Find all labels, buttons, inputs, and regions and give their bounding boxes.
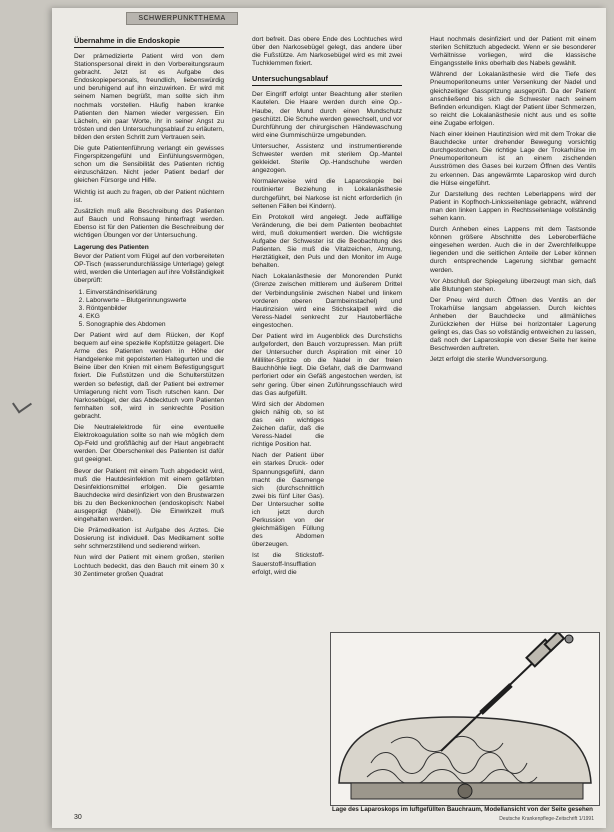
paragraph: Nun wird der Patient mit einem großen, sterilen Lochtuch bedeckt, das den Bauch mit einem 30 x 30 Zentimeter großen Quadrat: [74, 554, 224, 578]
column-3: [430, 36, 596, 368]
paragraph: Der Pneu wird durch Öffnen des Ventils an der Trokarhülse langsam abgelassen. Durch leichtes Anheben der Bauchdecke und allmähliches Zurückziehen der Hülse bei horizontaler Lagerung gelingt es, das Gas so vollständig entweichen zu lassen, daß noch der Laparoskopie von dieser Seite her keine Beschwerden auftreten.: [430, 296, 596, 353]
subheading-lagerung: Lagerung des Patienten: [74, 244, 149, 252]
paragraph: Ist die Stickstoff-Sauerstoff-Insufflation erfolgt, wird die: [252, 552, 324, 576]
paragraph: Durch Anheben eines Lappens mit dem Tastsonde können größere Abschnitte des Leberoberfläche eingesehen werden. Auch die in der Zwerchfellkuppe liegenden und die seitlichen Anteile der Leber können durch entsprechende Lagerung sichtbar gemacht werden.: [430, 226, 596, 274]
paragraph: Haut nochmals desinfiziert und der Patient mit einem sterilen Schlitztuch abgedeckt. Wenn er sie besonderer Verhältnisse vorliegen, wird die klassische Eingangsstelle links oberhalb des Nabels gewählt.: [430, 36, 596, 68]
paragraph: Die gute Patientenführung verlangt ein gewisses Fingerspitzengefühl und Einfühlungsvermögen, schon um die Sensibilität des Patienten richtig einzuschätzen. Nicht jeder Patient bedarf der gleichen Fürsorge und Hilfe.: [74, 145, 224, 185]
page-number: 30: [74, 814, 82, 821]
paragraph: Ein Protokoll wird angelegt. Jede auffällige Veränderung, die bei dem Patienten beobachtet wird, muß dokumentiert werden. Die wichtigste Aufgabe der Schwester ist die Beobachtung des Patienten. Sie muß die Vitalzeichen, Atmung, Herztätigkeit, den Puls und den Monitor im Auge behalten.: [252, 213, 402, 270]
footer-reference: Deutsche Krankenpflege-Zeitschrift 1/1991: [499, 816, 594, 822]
paragraph: Jetzt erfolgt die sterile Wundversorgung.: [430, 356, 548, 364]
figure-caption: Lage des Laparoskops im luftgefüllten Bauchraum, Modellansicht von der Seite gesehen: [332, 806, 593, 813]
paragraph: Die Neutralelektrode für eine eventuelle Elektrokoagulation sollte so nah wie möglich dem Op-Feld und großflächig auf der Haut angebracht werden. Der Oberschenkel des Patienten ist dafür gut geeignet.: [74, 424, 224, 464]
paragraph: Der prämedizierte Patient wird von dem Stationspersonal direkt in den Vorbereitungsraum gebracht. Jetzt ist es Aufgabe des Endoskopiepersonals, freundlich, liebenswürdig und beruhigend auf ihn einzuwirken. Er wird mit seinem Namen begrüßt, man sollte sich ihm nochmals vorstellen. Häufig haben kranke Patienten den Namen wieder vergessen. Ein Lächeln, ein paar Worte, ihr in seiner Angst zu trösten und den Untersuchungsablauf zu erläutern, bilden den ersten Schritt zum Vertrauen sein.: [74, 53, 224, 141]
checklist-item: 2. Laborwerte – Blutgerinnungswerte: [86, 297, 224, 305]
paragraph: Der Patient wird im Augenblick des Durchstichs aufgefordert, den Bauch vorzupressen. Man prüft der Untersucher durch Aspiration mit einer 10 Milliliter-Spritze ob die Nadel in der freien Bauchhöhle liegt. Die Gefahr, daß die Darmwand perforiert oder ein Gefäß angestochen werden, ist sehr gering. Über einen Zuführungsschlauch wird das Gas aufgefüllt.: [252, 333, 402, 397]
paragraph: Wird sich der Abdomen gleich nähig ob, so ist das ein wichtiges Zeichen dafür, daß die Veress-Nadel die richtige Position hat.: [252, 400, 324, 449]
paragraph: Die Prämedikation ist Aufgabe des Arztes. Die Dosierung ist individuell. Das Medikament sollte sehr schmerzstillend und sedierend wirken.: [74, 527, 224, 551]
section-title-untersuchungsablauf: Untersuchungsablauf: [252, 74, 402, 86]
paragraph: Untersucher, Assistenz und instrumentierende Schwester werden mit sterilem Op.-Mantel gekleidet. Sterile Op.-Handschuhe werden angezogen.: [252, 142, 402, 175]
paragraph: Nach einer kleinen Hautinzision wird mit dem Trokar die Bauchdecke unter drehender Bewegung vorsichtig durchgestochen. Die richtige Lage der Trokarhülse im Pneumoperitoneum ist an einem zischenden Ausströmen des Gases bei kurzem Öffnen des Ventils zu erkennen. Das angewärmte Laparoskop wird durch die Hülse eingeführt.: [430, 131, 596, 187]
column-2: [252, 36, 402, 580]
checklist: [74, 289, 224, 329]
checklist-item: 1. Einverständniserklärung: [86, 289, 224, 297]
laparoscope-illustration: [330, 632, 600, 806]
paragraph: Nach der Patient über ein starkes Druck- oder Spannungsgefühl, dann macht die Gasmenge sich (durchschnittlich zwei bis fünf Liter Gas). Der Untersucher sollte ich jetzt durch Perkussion von der gleichmäßigen Füllung des Abdomen überzeugen.: [252, 452, 324, 549]
pen-checkmark: [12, 394, 32, 413]
paragraph: dort befreit. Das obere Ende des Lochtuches wird über den Narkosebügel gelegt, das andere über die Fußstütze. Am Narkosebügel wird es mit zwei Tuchklemmen fixiert.: [252, 36, 402, 68]
checklist-item: 3. Röntgenbilder: [86, 305, 224, 313]
paragraph: Bevor der Patient mit einem Tuch abgedeckt wird, muß die Hautdesinfektion mit einem gefärbten Desinfektionsmittel erfolgen. Die gesamte Bauchdecke wird desinfiziert von den Brustwarzen bis zu den Beckenknochen (endoskopisch: Nabel ausgeprägt (Nabel)). Die Einwirkzeit muß eingehalten werden.: [74, 467, 224, 524]
paragraph: Nach Lokalanästhesie der Monorenden Punkt (Grenze zwischen mittlerem und äußerem Drittel der Verbindungslinie zwischen Nabel und linkem vorderen oberen Darmbeinstachel) und Hautinzision wird eine Stichskalpell wird die Veress-Nadel senkrecht zur Hautoberfläche eingestochen.: [252, 273, 402, 329]
paragraph: Bevor der Patient vom Flügel auf den vorbereiteten OP-Tisch (wasserundurchlässige Unterlage) gelegt wird, werden die Unterlagen auf ihre Vollständigkeit überprüft:: [74, 253, 224, 285]
checklist-item: 4. EKG: [86, 313, 224, 321]
paragraph: Der Eingriff erfolgt unter Beachtung aller sterilen Kautelen. Die Haare werden durch eine Op.-Haube, der Mund durch einen Mundschutz geschützt. Die Schuhe werden gewechselt, und vor Durchführung der chirurgischen Händewaschung wird eine Gummischürze umgebunden.: [252, 91, 402, 139]
paragraph: Während der Lokalanästhesie wird die Tiefe des Pneumoperitoneums unter Versenkung der Nadel und gleichzeitiger Gasspritzung ausgeprüft. Da der Patient anschließend bis sich die Schwester nach seinem Befinden erkundigen. Klagt der Patient über Schmerzen, so reicht die Lokalanästhesie nicht aus und es sollte eine Zugabe erfolgen.: [430, 71, 596, 127]
paragraph: Der Patient wird auf dem Rücken, der Kopf bequem auf eine spezielle Kopfstütze gelagert. Die Arme des Patienten werden in Höhe der Handgelenke mit gepolsterten Haltegurten und die Beine über den Knien mit einem Befestigungsgurt fixiert. Die Fußstützen und die Schulterstützen werden so befestigt, daß der Patient bei extremer Umlagerung nicht vom Tisch rutschen kann. Der Narkosebügel, der das Abdecktuch vom Patienten fernhalten soll, wird in senkrechte Position gebracht.: [74, 332, 224, 420]
paragraph: Wichtig ist auch zu fragen, ob der Patient nüchtern ist.: [74, 188, 224, 204]
section-title-uebernahme: Übernahme in die Endoskopie: [74, 36, 224, 48]
paragraph: Zur Darstellung des rechten Leberlappens wird der Patient in Kopfhoch-Linksseitenlage gebracht, während man den linken Lappen in Rechtsseitenlage vollständig sehen kann.: [430, 190, 596, 222]
paragraph: Normalerweise wird die Laparoskopie bei routinierter Beziehung in Lokalanästhesie durchgeführt, bei Narkose ist nicht erforderlich (in seltenen Fällen bei Kindern).: [252, 178, 402, 210]
paragraph: Zusätzlich muß alle Beschreibung des Patienten auf Bauch und Rohsaung hinterfragt werden. Ebenso ist für den Patienten die Beschreibung der wichtigen Übungen vor der Untersuchung.: [74, 207, 224, 239]
anatomy-drawing: [331, 633, 599, 805]
document-page: [52, 8, 606, 828]
paragraph: Vor Abschluß der Spiegelung überzeugt man sich, daß alle Blutungen stehen.: [430, 277, 596, 293]
column-1: [74, 36, 224, 582]
checklist-item: 5. Sonographie des Abdomen: [86, 321, 224, 329]
section-header-tab: SCHWERPUNKTTHEMA: [126, 12, 238, 25]
narrow-text-block: [252, 401, 324, 577]
